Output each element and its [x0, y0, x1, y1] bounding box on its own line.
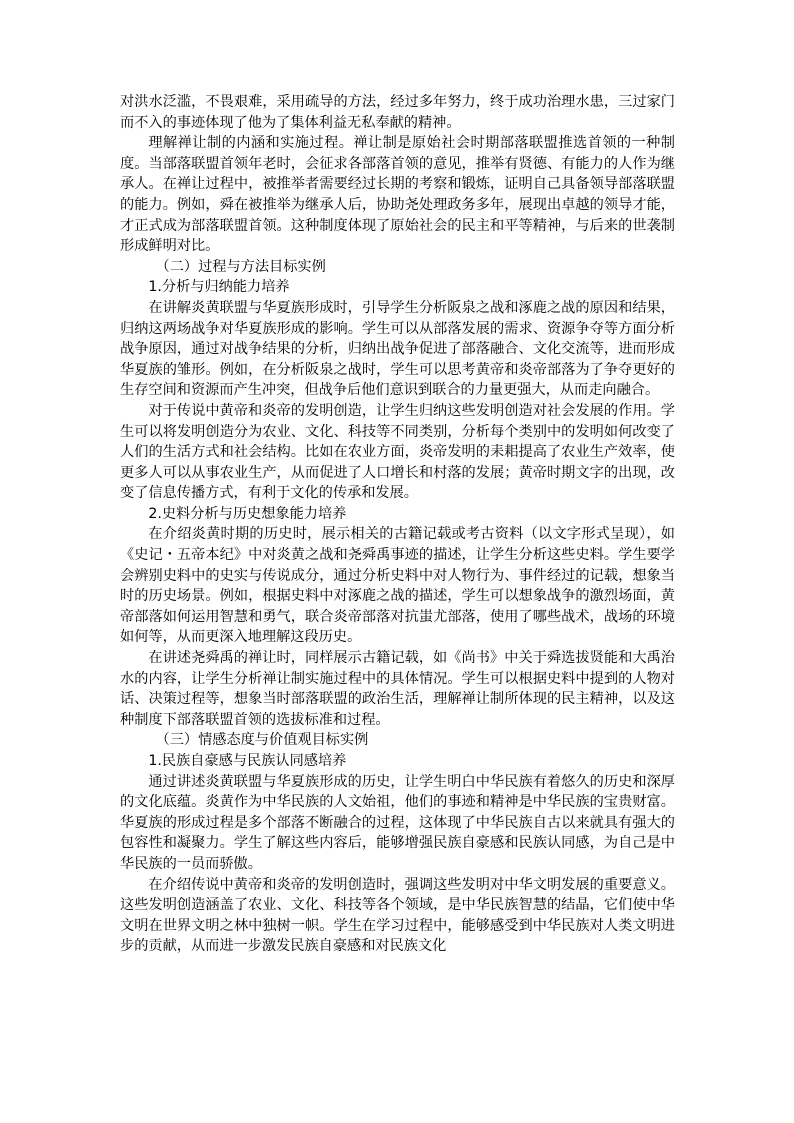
paragraph: 对于传说中黄帝和炎帝的发明创造，让学生归纳这些发明创造对社会发展的作用。学生可以将发明创造分为农业、文化、科技等不同类别，分析每个类别中的发明如何改变了人们的生活方式和社会结构。比如在农业方面，炎帝发明的耒耜提高了农业生产效率，使更多人可以从事农业生产，从而促进了人口增长和村落的发展；黄帝时期文字的出现，改变了信息传播方式，有利于文化的传承和发展。	[120, 402, 675, 502]
section-heading: （二）过程与方法目标实例	[155, 258, 326, 275]
paragraph: 对洪水泛滥，不畏艰难，采用疏导的方法，经过多年努力，终于成功治理水患，三过家门而不入的事迹体现了他为了集体利益无私奉献的精神。	[120, 94, 675, 131]
paragraph: 在讲解炎黄联盟与华夏族形成时，引导学生分析阪泉之战和涿鹿之战的原因和结果，归纳这两场战争对华夏族形成的影响。学生可以从部落发展的需求、资源争夺等方面分析战争原因，通过对战争结果的分析，归纳出战争促进了部落融合、文化交流等，进而形成华夏族的雏形。例如，在分析阪泉之战时，学生可以思考黄帝和炎帝部落为了争夺更好的生存空间和资源而产生冲突，但战争后他们意识到联合的力量更强大，从而走向融合。	[120, 299, 675, 399]
subsection-heading: 1.分析与归纳能力培养	[148, 279, 290, 296]
paragraph: 在讲述尧舜禹的禅让时，同样展示古籍记载，如《尚书》中关于舜选拔贤能和大禹治水的内容，让学生分析禅让制实施过程中的具体情况。学生可以根据史料中提到的人物对话、决策过程等，想象当时部落联盟的政治生活，理解禅让制所体现的民主精神，以及这种制度下部落联盟首领的选拔标准和过程。	[120, 650, 675, 728]
paragraph: 理解禅让制的内涵和实施过程。禅让制是原始社会时期部落联盟推选首领的一种制度。当部落联盟首领年老时，会征求各部落首领的意见，推举有贤德、有能力的人作为继承人。在禅让过程中，被推举者需要经过长期的考察和锻炼，证明自己具备领导部落联盟的能力。例如，舜在被推举为继承人后，协助尧处理政务多年，展现出卓越的领导才能，才正式成为部落联盟首领。这种制度体现了原始社会的民主和平等精神，与后来的世袭制形成鲜明对比。	[120, 135, 675, 255]
paragraph: 在介绍传说中黄帝和炎帝的发明创造时，强调这些发明对中华文明发展的重要意义。这些发明创造涵盖了农业、文化、科技等各个领域，是中华民族智慧的结晶，它们使中华文明在世界文明之林中独树一帜。学生在学习过程中，能够感受到中华民族对人类文明进步的贡献，从而进一步激发民族自豪感和对民族文化	[120, 876, 675, 955]
paragraph: 通过讲述炎黄联盟与华夏族形成的历史，让学生明白中华民族有着悠久的历史和深厚的文化底蕴。炎黄作为中华民族的人文始祖，他们的事迹和精神是中华民族的宝贵财富。华夏族的形成过程是多个部落不断融合的过程，这体现了中华民族自古以来就具有强大的包容性和凝聚力。学生了解这些内容后，能够增强民族自豪感和民族认同感，为自己是中华民族的一员而骄傲。	[120, 773, 675, 872]
subsection-heading: 1.民族自豪感与民族认同感培养	[148, 753, 347, 769]
paragraph: 在介绍炎黄时期的历史时，展示相关的古籍记载或考古资料（以文字形式呈现），如《史记・五帝本纪》中对炎黄之战和尧舜禹事迹的描述，让学生分析这些史料。学生要学会辨别史料中的史实与传说成分，通过分析史料中对人物行为、事件经过的记载，想象当时的历史场景。例如，根据史料中对涿鹿之战的描述，学生可以想象战争的激烈场面，黄帝部落如何运用智慧和勇气，联合炎帝部落对抗蚩尤部落，使用了哪些战术，战场的环境如何等，从而更深入地理解这段历史。	[120, 526, 675, 646]
subsection-heading: 2.史料分析与历史想象能力培养	[148, 505, 347, 522]
section-heading: （三）情感态度与价值观目标实例	[155, 732, 369, 749]
document-page	[120, 92, 675, 957]
